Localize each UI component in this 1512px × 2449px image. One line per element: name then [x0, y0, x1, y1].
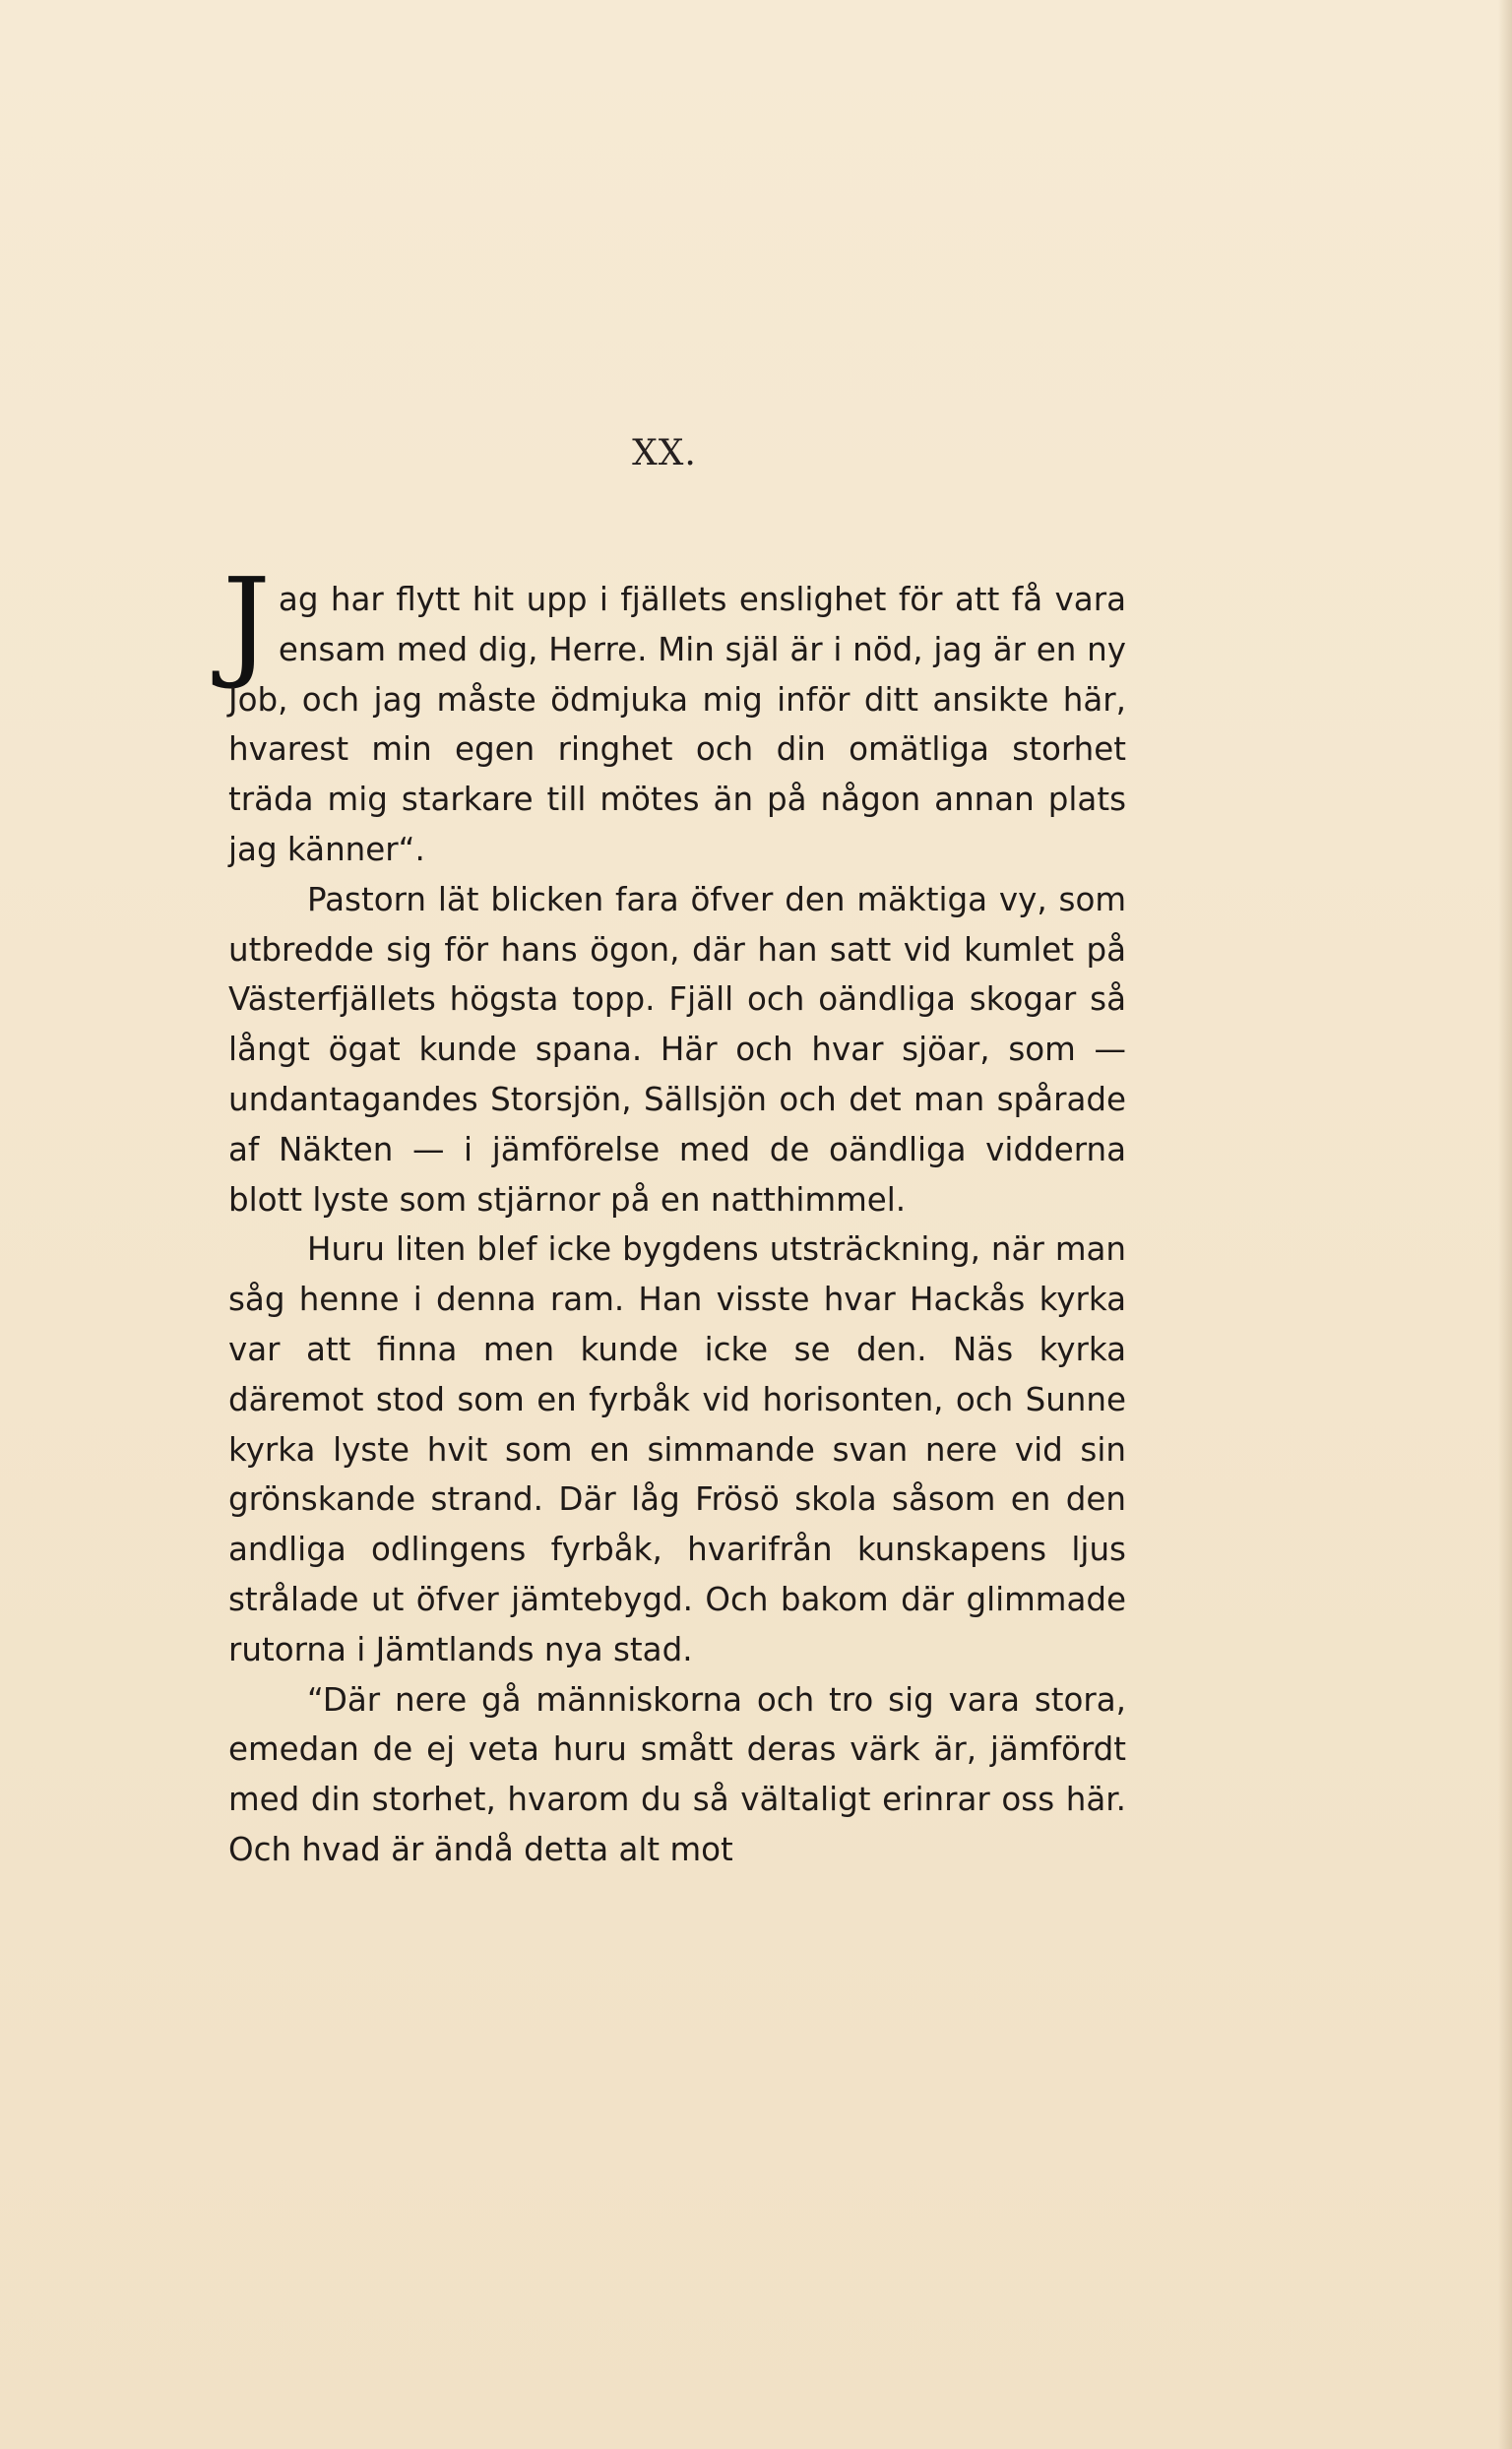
paragraph-2: Pastorn lät blicken fara öfver den mäktiga vy, som utbredde sig för hans ögon, där han satt vid kumlet på Västerfjällets högsta topp. Fjäll och oändliga skogar så långt ögat kunde spana. Här och hvar sjöar, som — undantagandes Storsjön, Sällsjön och det man spårade af Näkten — i jämförelse med de oändliga vidderna blott lyste som stjärnor på en natthimmel. — [228, 880, 1126, 1219]
paragraph-1-text: ag har flytt hit upp i fjällets enslighet för att få vara ensam med dig, Herre. Min själ är i nöd, jag är en ny Job, och jag måste ödmjuka mig inför ditt ansikte här, hvarest min egen ringhet och din omätliga storhet träda mig starkare till mötes än på någon annan plats jag känner“. — [228, 581, 1126, 868]
paragraph-3: Huru liten blef icke bygdens utsträckning, när man såg henne i denna ram. Han visste hvar Hackås kyrka var att finna men kunde icke se den. Näs kyrka däremot stod som en fyrbåk vid horisonten, och Sunne kyrka lyste hvit som en simmande svan nere vid sin grönskande strand. Där låg Frösö skola såsom en den andliga odlingens fyrbåk, hvarifrån kunskapens ljus strålade ut öfver jämtebygd. Och bakom där glimmade rutorna i Jämtlands nya stad. — [228, 1230, 1126, 1668]
paragraph-4: “Där nere gå människorna och tro sig vara stora, emedan de ej veta huru smått deras värk är, jämfördt med din storhet, hvarom du så vältaligt erinrar oss här. Och hvad är ändå detta alt mot — [228, 1680, 1126, 1868]
body-text — [222, 552, 1126, 1875]
drop-cap: J — [222, 552, 271, 692]
chapter-heading: XX. — [632, 433, 697, 473]
page-edge-shadow — [1498, 0, 1512, 2449]
paragraph-1 — [222, 552, 1126, 875]
